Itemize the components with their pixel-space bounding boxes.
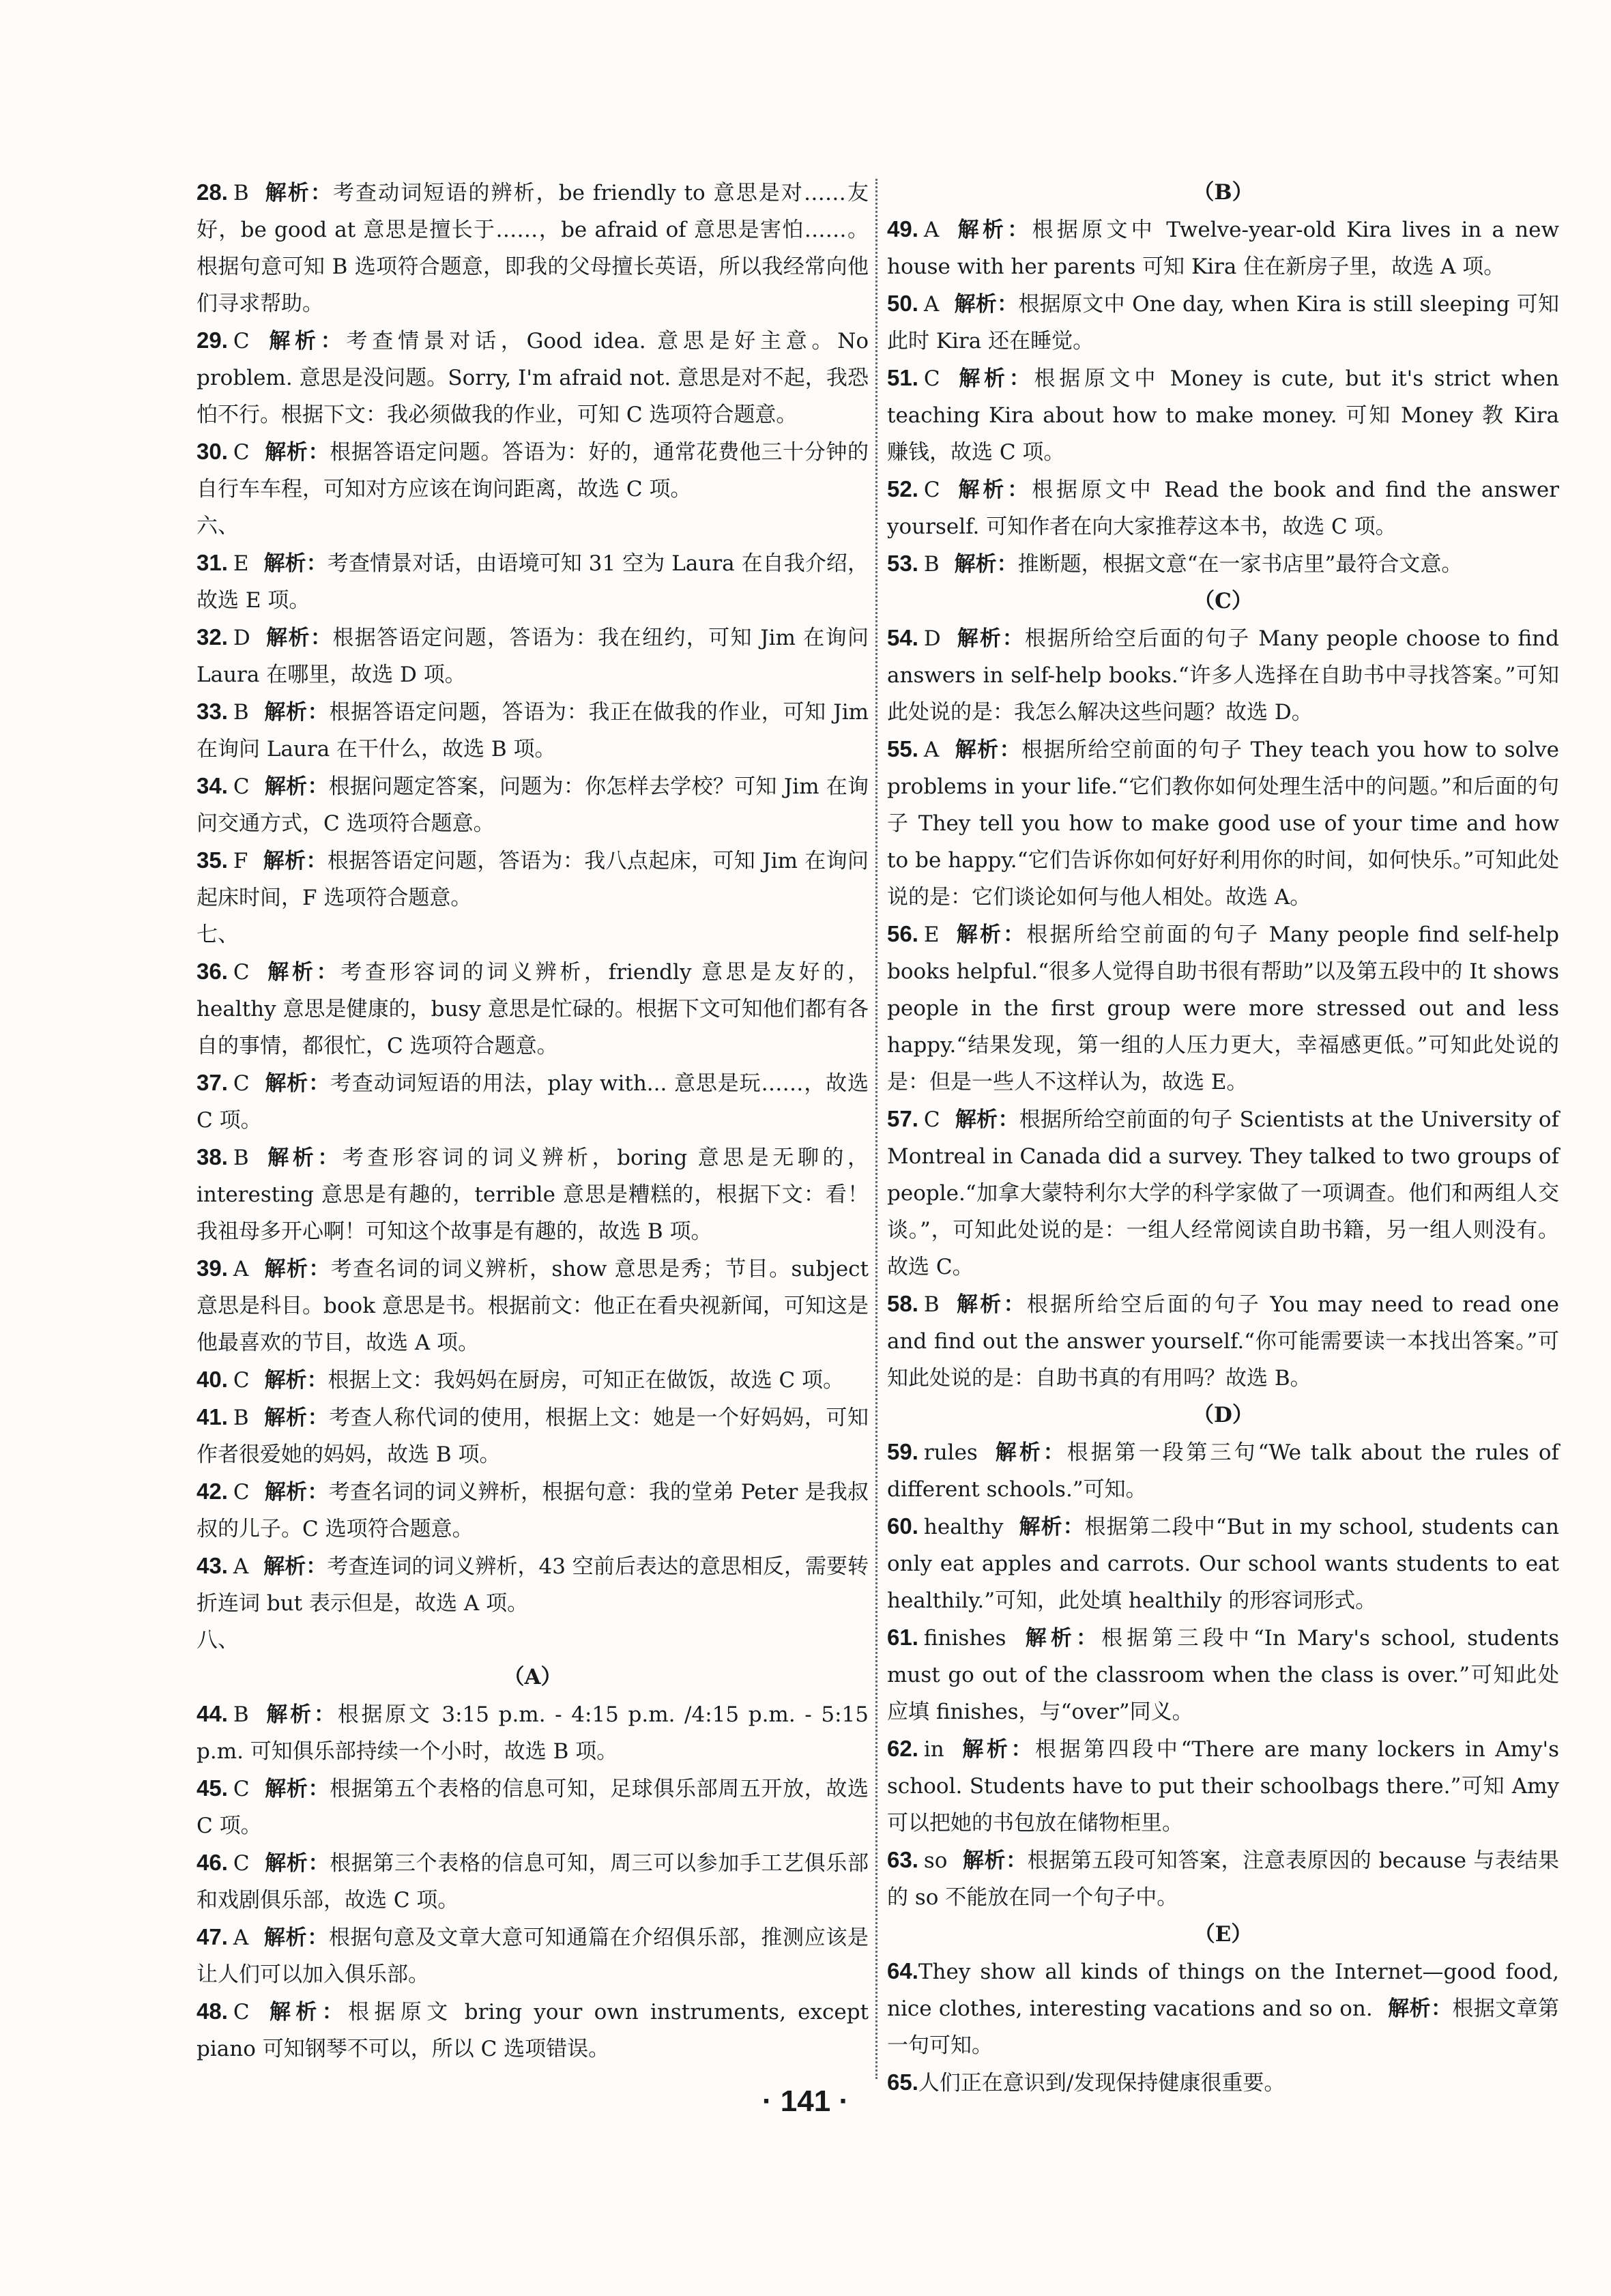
answer-choice: B	[923, 1292, 940, 1317]
answer-choice: A	[923, 738, 940, 762]
analysis-text: 根据原文中 Twelve-year-old Kira lives in a new house with her parents 可知 Kira 住在新房子里，故选 A 项。	[887, 218, 1560, 279]
question-number: 41.	[197, 1404, 228, 1429]
analysis-label: 解析：	[263, 1554, 328, 1579]
analysis-label: 解析：	[954, 218, 1032, 242]
answer-choice: C	[233, 774, 250, 799]
answer-entry	[197, 1361, 869, 1399]
analysis-label: 解析：	[263, 1257, 331, 1281]
answer-entry	[197, 1250, 869, 1361]
question-number: 45.	[197, 1775, 228, 1801]
analysis-label: 解析：	[263, 849, 328, 873]
question-number: 51.	[887, 365, 918, 390]
answer-entry	[197, 1473, 869, 1547]
question-number: 42.	[197, 1479, 228, 1504]
analysis-text: 根据第五个表格的信息可知，足球俱乐部周五开放，故选 C 项。	[197, 1777, 869, 1838]
analysis-label: 解析：	[263, 181, 333, 205]
analysis-text: 根据所给空后面的句子 Many people choose to find answers in self-help books.“许多人选择在自助书中寻找答案。”可知此处说的是：我怎么解决这些问题？故选 D。	[887, 626, 1559, 725]
analysis-label: 解析：	[264, 1851, 330, 1876]
analysis-text: 考查动词短语的用法，play with... 意思是玩……，故选 C 项。	[197, 1071, 869, 1133]
question-number: 53.	[887, 551, 918, 576]
analysis-text: 考查名词的词义辨析，根据句意：我的堂弟 Peter 是我叔叔的儿子。C 选项符合题意。	[197, 1480, 869, 1541]
answer-entry	[197, 1064, 869, 1139]
analysis-text: 根据第三个表格的信息可知，周三可以参加手工艺俱乐部和戏剧俱乐部，故选 C 项。	[197, 1851, 869, 1913]
answer-entry	[197, 1844, 869, 1919]
analysis-label: 解析：	[959, 1737, 1036, 1762]
question-number: 36.	[197, 959, 228, 984]
answer-choice: E	[233, 551, 249, 576]
analysis-label: 解析：	[955, 626, 1025, 651]
analysis-text: 考查名词的词义辨析，show 意思是秀；节目。subject 意思是科目。book 意思是书。根据前文：他正在看央视新闻，可知这是他最喜欢的节目，故选 A 项。	[197, 1257, 869, 1355]
answer-entry	[197, 322, 869, 433]
answer-choice: C	[233, 960, 250, 985]
passage-heading: （D）	[1193, 1403, 1253, 1427]
analysis-text: 根据原文 bring your own instruments, except piano 可知钢琴不可以，所以 C 选项错误。	[197, 2000, 869, 2061]
answer-entry	[197, 1696, 869, 1770]
question-number: 64.	[887, 1958, 918, 1983]
analysis-label: 解析：	[955, 1107, 1019, 1132]
answer-entry	[887, 620, 1559, 731]
answer-choice: so	[923, 1848, 948, 1873]
question-number: 31.	[197, 550, 228, 575]
answer-choice: B	[233, 1702, 249, 1727]
analysis-label: 解析：	[263, 700, 330, 725]
analysis-label: 解析：	[954, 922, 1027, 947]
answer-entry	[197, 768, 869, 842]
answer-entry	[887, 1434, 1559, 1508]
analysis-label: 解析：	[263, 1146, 343, 1170]
answer-choice: C	[233, 329, 250, 353]
question-number: 33.	[197, 699, 228, 724]
passage-heading: （C）	[1193, 589, 1253, 613]
answer-entry	[887, 916, 1559, 1101]
answer-choice: D	[923, 626, 941, 651]
question-number: 55.	[887, 736, 918, 761]
answer-choice: in	[923, 1737, 944, 1762]
passage-heading: （A）	[503, 1665, 562, 1689]
answer-entry	[197, 1919, 869, 1993]
answer-entry	[887, 211, 1559, 285]
answer-entry	[887, 360, 1559, 471]
question-number: 62.	[887, 1736, 918, 1761]
answer-entry	[197, 1770, 869, 1844]
analysis-text: 根据原文中 One day, when Kira is still sleeping 可知此时 Kira 还在睡觉。	[887, 292, 1559, 353]
analysis-label: 解析：	[264, 774, 329, 799]
answer-choice: C	[923, 478, 940, 502]
analysis-text: 根据所给空前面的句子 Many people find self-help books helpful.“很多人觉得自助书很有帮助”以及第五段中的 It shows people in the first group were more stressed out and less happy.“结果发现，第一组的人压力更大，幸福感更低。”可知此处说的是：但是一些人不这样认为，故选 E。	[887, 922, 1559, 1094]
answer-choice: B	[233, 700, 249, 725]
answer-choice: A	[233, 1554, 249, 1579]
analysis-text: 人们正在意识到/发现保持健康很重要。	[918, 2071, 1286, 2095]
question-number: 47.	[197, 1924, 228, 1949]
section-heading: 八、	[197, 1628, 239, 1653]
question-number: 39.	[197, 1255, 228, 1281]
answer-entry	[887, 1508, 1559, 1619]
answer-choice: B	[233, 181, 249, 205]
analysis-label: 解析：	[264, 440, 330, 465]
analysis-label: 解析：	[955, 366, 1034, 391]
question-number: 50.	[887, 291, 918, 316]
analysis-text: 考查人称代词的使用，根据上文：她是一个好妈妈，可知作者很爱她的妈妈，故选 B 项。	[197, 1406, 869, 1467]
analysis-text: 根据上文：我妈妈在厨房，可知正在做饭，故选 C 项。	[328, 1368, 845, 1393]
answer-entry	[887, 1101, 1559, 1285]
analysis-text: 根据所给空前面的句子 Scientists at the University of Montreal in Canada did a survey. They talked to two groups of people.“加拿大蒙特利尔大学的科学家做了一项调查。他们和两组人交谈。”，可知此处说的是：一组人经常阅读自助书籍，另一组人则没有。故选 C。	[887, 1107, 1559, 1279]
analysis-label: 解析：	[1387, 1996, 1453, 2021]
analysis-text: 根据原文 3:15 p.m. - 4:15 p.m. /4:15 p.m. - 5:15 p.m. 可知俱乐部持续一个小时，故选 B 项。	[197, 1702, 869, 1764]
section-heading: 七、	[197, 922, 239, 947]
analysis-label: 解析：	[264, 2000, 349, 2024]
question-number: 49.	[887, 216, 918, 242]
answer-choice: healthy	[923, 1515, 1004, 1539]
question-number: 28.	[197, 179, 228, 205]
question-number: 37.	[197, 1070, 228, 1095]
answer-choice: C	[233, 440, 250, 465]
analysis-text: 考查情景对话，Good idea. 意思是好主意。No problem. 意思是没问题。Sorry, I'm afraid not. 意思是对不起，我恐怕不行。根据下文：我必须做我的作业，可知 C 选项符合题意。	[197, 329, 869, 427]
analysis-label: 解析：	[263, 1926, 329, 1950]
analysis-text: 根据第二段中“But in my school, students can only eat apples and carrots. Our school wants students to eat healthily.”可知，此处填 healthily 的形容词形式。	[887, 1515, 1560, 1613]
analysis-label: 解析：	[962, 1848, 1028, 1873]
question-number: 65.	[887, 2069, 918, 2095]
analysis-text: 考查动词短语的辨析，be friendly to 意思是对……友好，be good at 意思是擅长于……，be afraid of 意思是害怕……。根据句意可知 B 选项符合题意，即我的父母擅长英语，所以我经常向他们寻求帮助。	[197, 181, 869, 316]
question-number: 48.	[197, 1999, 228, 2024]
analysis-label: 解析：	[264, 1777, 330, 1801]
answer-entry	[197, 953, 869, 1064]
question-number: 57.	[887, 1106, 918, 1131]
analysis-label: 解析：	[954, 738, 1022, 762]
analysis-text: 根据答语定问题，答语为：我在纽约，可知 Jim 在询问 Laura 在哪里，故选 D 项。	[197, 626, 869, 687]
analysis-text: 考查情景对话，由语境可知 31 空为 Laura 在自我介绍，故选 E 项。	[197, 551, 869, 613]
answer-choice: B	[233, 1406, 249, 1430]
analysis-text: 考查连词的词义辨析，43 空前后表达的意思相反，需要转折连词 but 表示但是，故选 A 项。	[197, 1554, 869, 1616]
analysis-text: 根据所给空前面的句子 They teach you how to solve problems in your life.“它们教你如何处理生活中的问题。”和后面的句子 They tell you how to make good use of your time and how to be happy.“它们告诉你如何好好利用你的时间，如何快乐。”可知此处说的是：它们谈论如何与他人相处。故选 A。	[887, 738, 1559, 910]
answer-choice: C	[233, 1071, 250, 1096]
answer-choice: C	[233, 1777, 250, 1801]
analysis-label: 解析：	[264, 1368, 328, 1393]
answer-entry	[197, 842, 869, 916]
question-number: 58.	[887, 1291, 918, 1316]
answer-entry	[887, 1619, 1559, 1730]
analysis-text: 根据原文中 Read the book and find the answer yourself. 可知作者在向大家推荐这本书，故选 C 项。	[887, 478, 1559, 539]
answer-entry	[197, 1993, 869, 2067]
answer-choice: B	[233, 1146, 249, 1170]
answer-choice: E	[923, 922, 940, 947]
analysis-label: 解析：	[264, 960, 341, 985]
question-number: 63.	[887, 1847, 918, 1872]
question-number: 61.	[887, 1625, 918, 1650]
answer-entry	[887, 1285, 1559, 1397]
answer-entry	[197, 1139, 869, 1250]
answer-choice: B	[923, 552, 940, 577]
answer-choice: A	[233, 1257, 249, 1281]
question-number: 44.	[197, 1701, 228, 1726]
answer-entry	[197, 1399, 869, 1473]
analysis-text: 根据第四段中“There are many lockers in Amy's school. Students have to put their schoolbags there.”可知 Amy 可以把她的书包放在储物柜里。	[887, 1737, 1559, 1835]
question-number: 59.	[887, 1439, 918, 1464]
answer-choice: A	[923, 218, 940, 242]
answer-entry	[887, 1730, 1559, 1842]
question-number: 52.	[887, 476, 918, 502]
analysis-text: 根据答语定问题，答语为：我正在做我的作业，可知 Jim 在询问 Laura 在干什么，故选 B 项。	[197, 700, 869, 761]
analysis-text: 根据所给空后面的句子 You may need to read one and find out the answer yourself.“你可能需要读一本找出答案。”可知此处说的是：自助书真的有用吗？故选 B。	[887, 1292, 1559, 1391]
analysis-text: 根据第一段第三句“We talk about the rules of different schools.”可知。	[887, 1440, 1559, 1502]
answer-sentence: They show all kinds of things on the Internet—good food, nice clothes, interesting vacations and so on.	[887, 1960, 1559, 2021]
question-number: 35.	[197, 847, 228, 873]
analysis-label: 解析：	[263, 551, 328, 576]
answer-choice: A	[233, 1926, 249, 1950]
left-column	[197, 174, 869, 2067]
analysis-label: 解析：	[264, 329, 347, 353]
analysis-label: 解析：	[264, 1071, 330, 1096]
answer-choice: C	[233, 2000, 250, 2024]
answer-entry	[887, 545, 1559, 583]
answer-entry	[197, 619, 869, 693]
question-number: 43.	[197, 1553, 228, 1578]
analysis-label: 解析：	[265, 626, 333, 650]
answer-entry	[197, 433, 869, 508]
answer-choice: rules	[923, 1440, 978, 1465]
question-number: 40.	[197, 1367, 228, 1392]
question-number: 38.	[197, 1144, 228, 1169]
column-divider	[875, 179, 877, 2079]
analysis-text: 根据第三段中“In Mary's school, students must go out of the classroom when the class is over.”可知此处应填 finishes，与“over”同义。	[887, 1626, 1560, 1724]
question-number: 30.	[197, 439, 228, 464]
question-number: 34.	[197, 773, 228, 798]
section-heading: 六、	[197, 514, 239, 538]
answer-entry	[887, 285, 1559, 360]
analysis-text: 根据答语定问题，答语为：我八点起床，可知 Jim 在询问起床时间，F 选项符合题意。	[197, 849, 869, 910]
analysis-label: 解析：	[1021, 1626, 1102, 1651]
analysis-text: 根据问题定答案，问题为：你怎样去学校？可知 Jim 在询问交通方式，C 选项符合题意。	[197, 774, 869, 836]
answer-choice: C	[233, 1851, 250, 1876]
analysis-label: 解析：	[264, 1480, 329, 1505]
analysis-label: 解析：	[955, 478, 1032, 502]
question-number: 60.	[887, 1513, 918, 1539]
analysis-text: 考查形容词的词义辨析，friendly 意思是友好的，healthy 意思是健康的，busy 意思是忙碌的。根据下文可知他们都有各自的事情，都很忙，C 选项符合题意。	[197, 960, 869, 1058]
answer-entry	[887, 731, 1559, 916]
question-number: 46.	[197, 1850, 228, 1875]
answer-entry	[197, 544, 869, 619]
answer-entry	[197, 693, 869, 768]
analysis-label: 解析：	[992, 1440, 1067, 1465]
answer-entry	[887, 1953, 1559, 2064]
answer-entry	[887, 471, 1559, 545]
analysis-label: 解析：	[263, 1406, 330, 1430]
answer-choice: C	[923, 1107, 940, 1132]
analysis-text: 推断题，根据文意“在一家书店里”最符合文意。	[1017, 552, 1463, 577]
analysis-label: 解析：	[954, 552, 1018, 577]
answer-choice: C	[923, 366, 940, 391]
page-number: · 141 ·	[761, 2084, 850, 2118]
analysis-label: 解析：	[263, 1702, 338, 1727]
answer-choice: C	[233, 1368, 250, 1393]
analysis-text: 根据文章第一句可知。	[887, 1996, 1560, 2058]
answer-choice: F	[233, 849, 248, 873]
question-number: 56.	[887, 921, 918, 946]
passage-heading: （E）	[1193, 1922, 1253, 1947]
analysis-text: 根据第五段可知答案，注意表原因的 because 与表结果的 so 不能放在同一个句子中。	[887, 1848, 1560, 1910]
answer-entry	[887, 1842, 1559, 1916]
question-number: 54.	[887, 625, 918, 650]
answer-entry	[197, 174, 869, 322]
analysis-text: 根据答语定问题。答语为：好的，通常花费他三十分钟的自行车车程，可知对方应该在询问距离，故选 C 项。	[197, 440, 869, 502]
question-number: 29.	[197, 328, 228, 353]
analysis-label: 解析：	[1018, 1515, 1085, 1539]
right-column	[887, 174, 1559, 2102]
answer-choice: finishes	[923, 1626, 1006, 1651]
question-number: 32.	[197, 624, 228, 650]
analysis-text: 考查形容词的词义辨析，boring 意思是无聊的，interesting 意思是有趣的，terrible 意思是糟糕的，根据下文：看！我祖母多开心啊！可知这个故事是有趣的，故选 B 项。	[197, 1146, 869, 1244]
analysis-label: 解析：	[954, 1292, 1027, 1317]
analysis-text: 根据句意及文章大意可知通篇在介绍俱乐部，推测应该是让人们可以加入俱乐部。	[197, 1926, 869, 1987]
answer-entry	[197, 1547, 869, 1622]
analysis-label: 解析：	[954, 292, 1019, 317]
analysis-text: 根据原文中 Money is cute, but it's strict when teaching Kira about how to make money. 可知 Money 教 Kira 赚钱，故选 C 项。	[887, 366, 1559, 465]
answer-choice: D	[233, 626, 250, 650]
answer-choice: A	[923, 292, 940, 317]
answer-choice: C	[233, 1480, 250, 1505]
passage-heading: （B）	[1193, 180, 1253, 205]
